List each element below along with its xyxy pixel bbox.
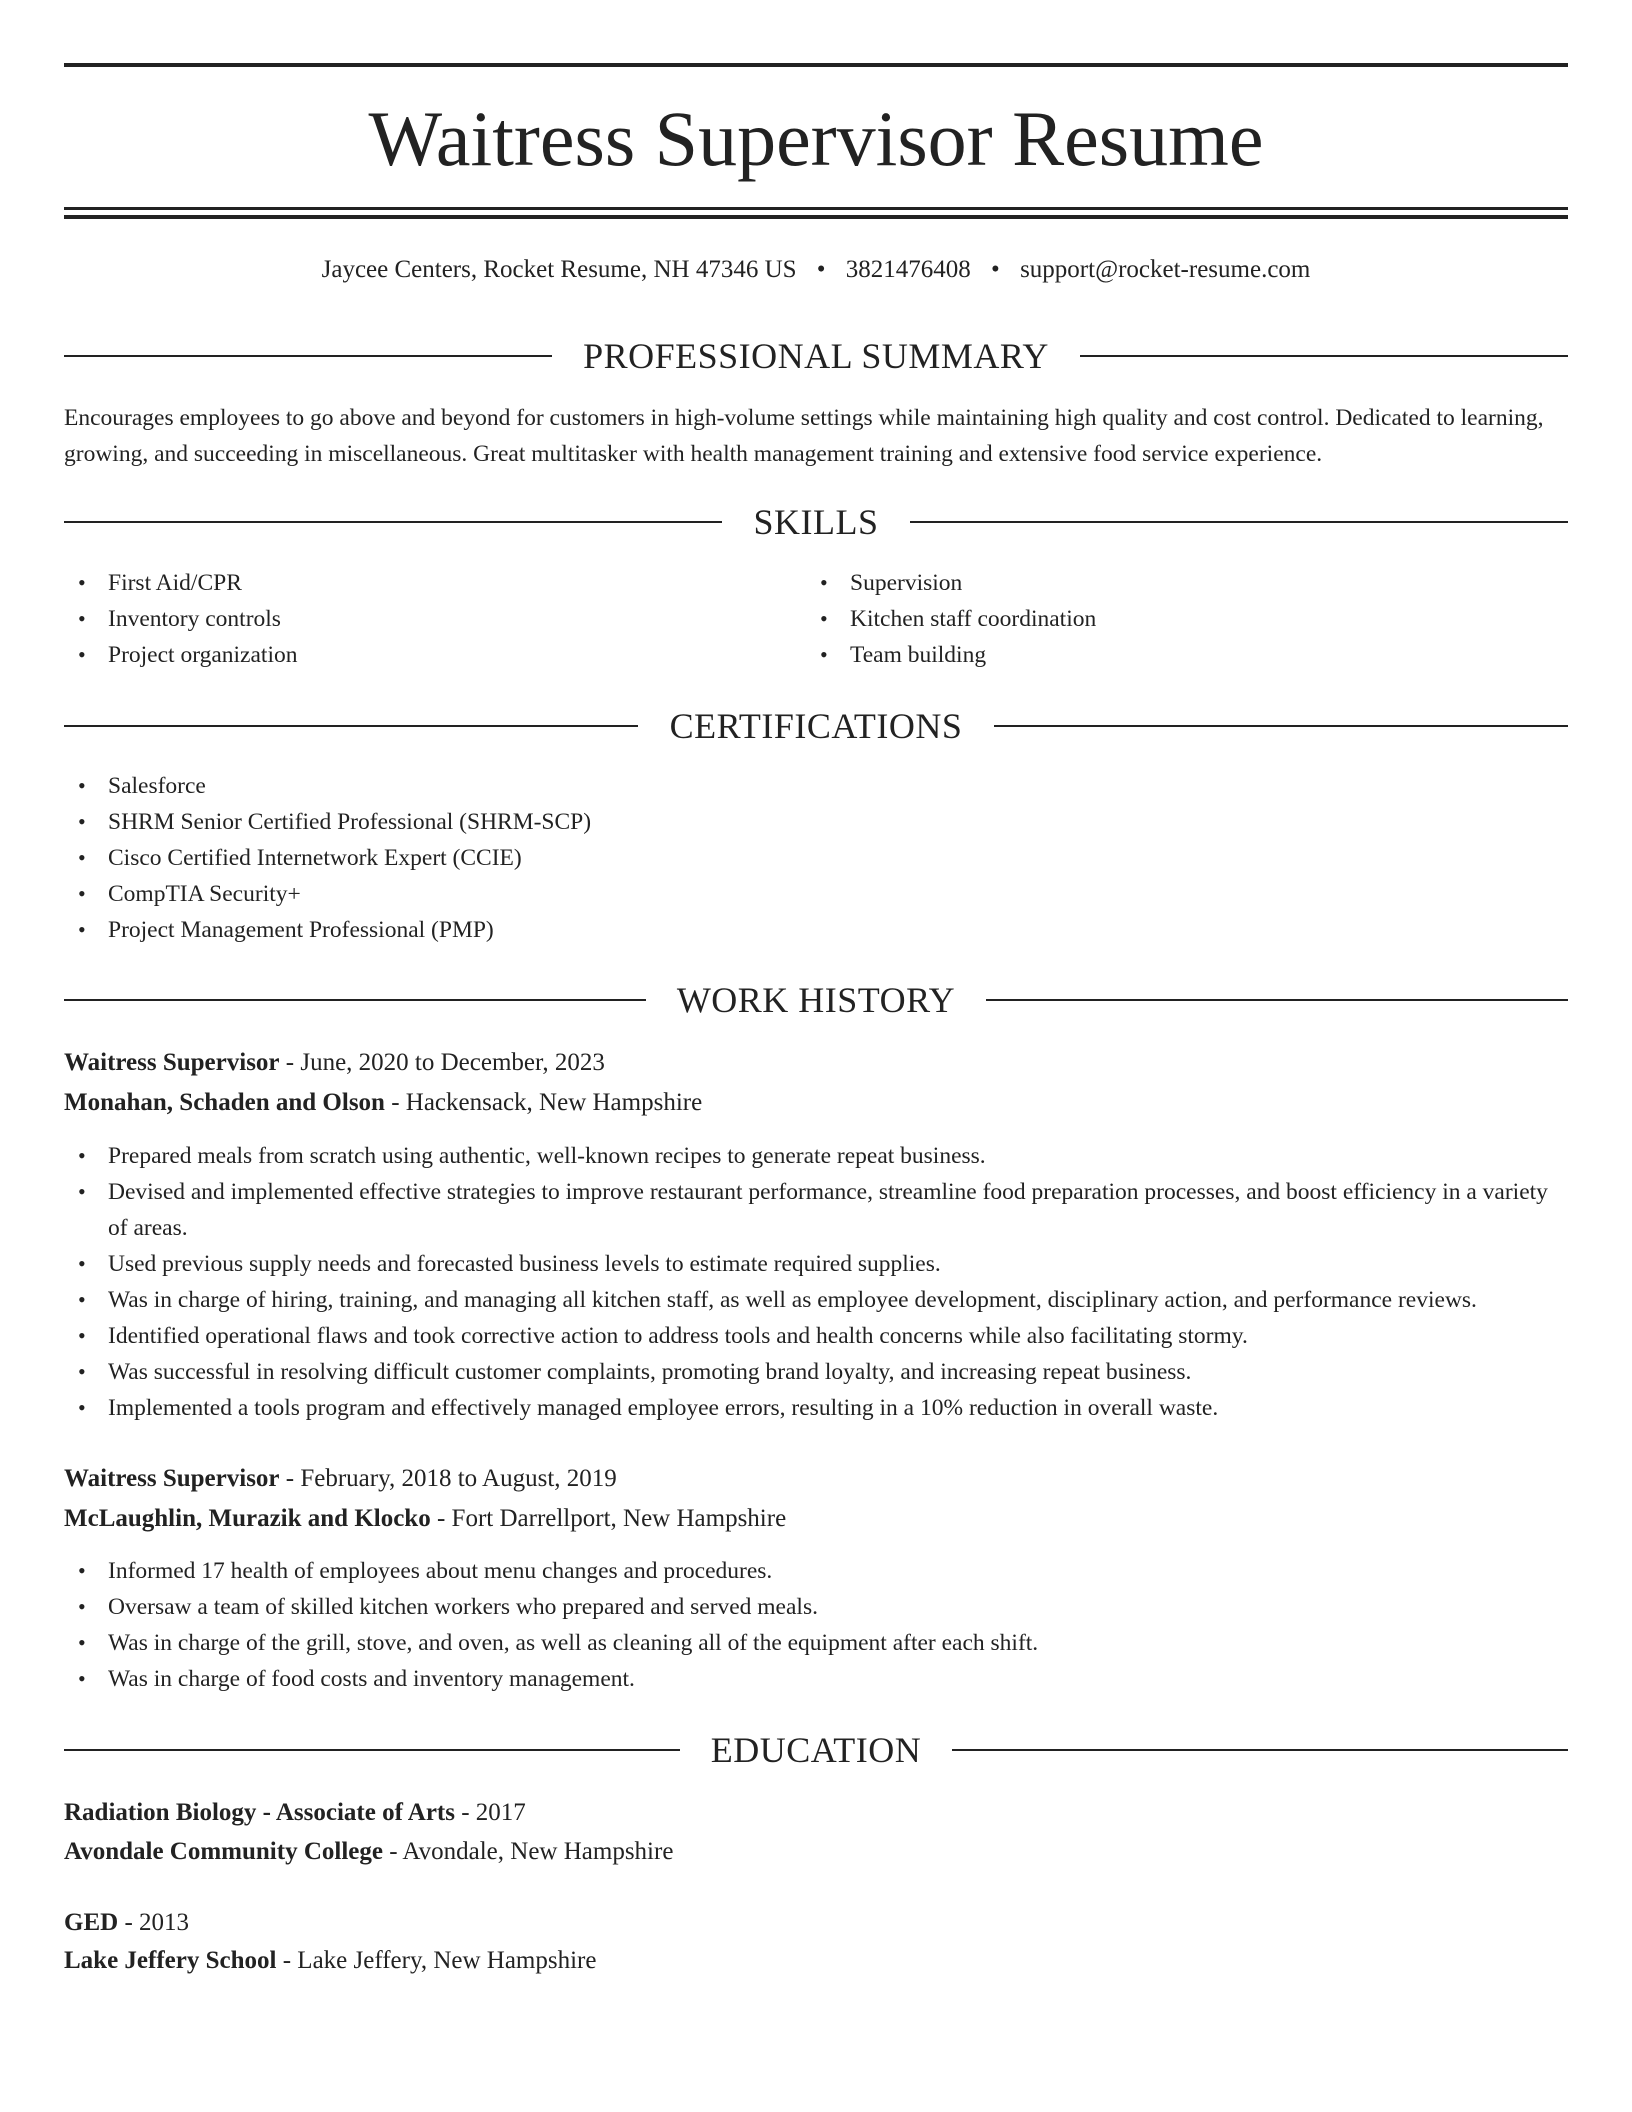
section-title-summary: PROFESSIONAL SUMMARY <box>583 336 1049 376</box>
section-title-skills: SKILLS <box>753 502 879 542</box>
certification-item: • Project Management Professional (PMP) <box>64 912 1568 948</box>
job-duty-item: • Was successful in resolving difficult customer complaints, promoting brand loyalty, and increasing repeat business. <box>64 1354 1568 1390</box>
contact-line <box>64 254 1568 286</box>
certification-item: • CompTIA Security+ <box>64 876 1568 912</box>
section-rule-right <box>1080 355 1568 357</box>
job-title: Waitress Supervisor <box>64 1465 280 1492</box>
section-title-certifications: CERTIFICATIONS <box>669 706 963 746</box>
section-header-certifications <box>64 704 1568 748</box>
education-year: - 2017 <box>454 1799 526 1826</box>
section-header-education <box>64 1728 1568 1772</box>
job-dates: - June, 2020 to December, 2023 <box>279 1049 605 1076</box>
certification-item: • Salesforce <box>64 768 1568 804</box>
job-duty-item: • Devised and implemented effective strategies to improve restaurant performance, streamline food preparation processes, and boost efficiency in a variety of areas. <box>64 1174 1568 1246</box>
section-rule-right <box>952 1749 1568 1751</box>
contact-address: Jaycee Centers, Rocket Resume, NH 47346 US <box>321 256 797 283</box>
skill-item: • Kitchen staff coordination <box>806 601 1546 637</box>
job-duty-item: • Was in charge of the grill, stove, and oven, as well as cleaning all of the equipment after each shift. <box>64 1625 1568 1661</box>
job-duty-item: • Prepared meals from scratch using authentic, well-known recipes to generate repeat business. <box>64 1138 1568 1174</box>
job-dates: - February, 2018 to August, 2019 <box>279 1465 617 1492</box>
certification-item: • Cisco Certified Internetwork Expert (CCIE) <box>64 840 1568 876</box>
contact-phone: 3821476408 <box>845 256 971 283</box>
job-duty-item: • Informed 17 health of employees about menu changes and procedures. <box>64 1553 1568 1589</box>
bullet-separator: • <box>816 256 826 283</box>
job-company-line <box>64 1500 1568 1538</box>
section-rule-right <box>986 999 1568 1001</box>
education-degree-line <box>64 1904 1568 1942</box>
section-header-work-history <box>64 978 1568 1022</box>
education-degree-line <box>64 1794 1568 1832</box>
section-header-summary <box>64 334 1568 378</box>
section-title-work-history: WORK HISTORY <box>676 980 956 1020</box>
education-degree: GED <box>64 1909 119 1936</box>
job-company: Monahan, Schaden and Olson <box>64 1089 385 1116</box>
skill-item: • First Aid/CPR <box>64 565 804 601</box>
job-title-line <box>64 1044 1568 1082</box>
section-header-skills <box>64 500 1568 544</box>
job-duty-item: • Was in charge of hiring, training, and managing all kitchen staff, as well as employee development, disciplinary action, and performance reviews. <box>64 1282 1568 1318</box>
section-rule-right <box>910 521 1568 523</box>
job-duty-item: • Was in charge of food costs and inventory management. <box>64 1661 1568 1697</box>
skill-item: • Supervision <box>806 565 1546 601</box>
job-company-line <box>64 1084 1568 1122</box>
job-location: - Fort Darrellport, New Hampshire <box>430 1505 787 1532</box>
education-location: - Lake Jeffery, New Hampshire <box>276 1947 597 1974</box>
summary-text: Encourages employees to go above and beyond for customers in high-volume settings while maintaining high quality and cost control. Dedicated to learning, growing, and succeeding in miscellaneous. Great multitasker with health management training and extensive food service experience. <box>64 405 1544 467</box>
certification-item: • SHRM Senior Certified Professional (SHRM-SCP) <box>64 804 1568 840</box>
section-rule-right <box>994 725 1568 727</box>
title-double-rule <box>64 207 1568 219</box>
certifications-list <box>64 768 1568 948</box>
education-school: Avondale Community College <box>64 1838 383 1865</box>
resume-title: Waitress Supervisor Resume <box>368 95 1264 182</box>
job-title: Waitress Supervisor <box>64 1049 280 1076</box>
skill-item: • Inventory controls <box>64 601 804 637</box>
education-degree: Radiation Biology - Associate of Arts <box>64 1799 455 1826</box>
job-duties-list <box>64 1553 1568 1697</box>
section-title-education: EDUCATION <box>710 1730 922 1770</box>
top-rule <box>64 63 1568 67</box>
job-duty-item: • Implemented a tools program and effectively managed employee errors, resulting in a 10% reduction in overall waste. <box>64 1390 1568 1426</box>
job-duty-item: • Oversaw a team of skilled kitchen workers who prepared and served meals. <box>64 1589 1568 1625</box>
education-location: - Avondale, New Hampshire <box>382 1838 674 1865</box>
job-duties-list <box>64 1138 1568 1426</box>
education-school: Lake Jeffery School <box>64 1947 277 1974</box>
skills-list-right <box>806 565 1546 673</box>
education-year: - 2013 <box>118 1909 190 1936</box>
education-school-line <box>64 1833 1568 1871</box>
job-duty-item: • Identified operational flaws and took corrective action to address tools and health concerns while also facilitating stormy. <box>64 1318 1568 1354</box>
contact-email: support@rocket-resume.com <box>1020 256 1311 283</box>
skill-item: • Project organization <box>64 637 804 673</box>
job-duty-item: • Used previous supply needs and forecasted business levels to estimate required supplies. <box>64 1246 1568 1282</box>
job-location: - Hackensack, New Hampshire <box>384 1089 703 1116</box>
job-title-line <box>64 1460 1568 1498</box>
bullet-separator: • <box>991 256 1000 283</box>
job-company: McLaughlin, Murazik and Klocko <box>64 1505 431 1532</box>
education-school-line <box>64 1942 1568 1980</box>
skills-list-left <box>64 565 804 673</box>
skill-item: • Team building <box>806 637 1546 673</box>
